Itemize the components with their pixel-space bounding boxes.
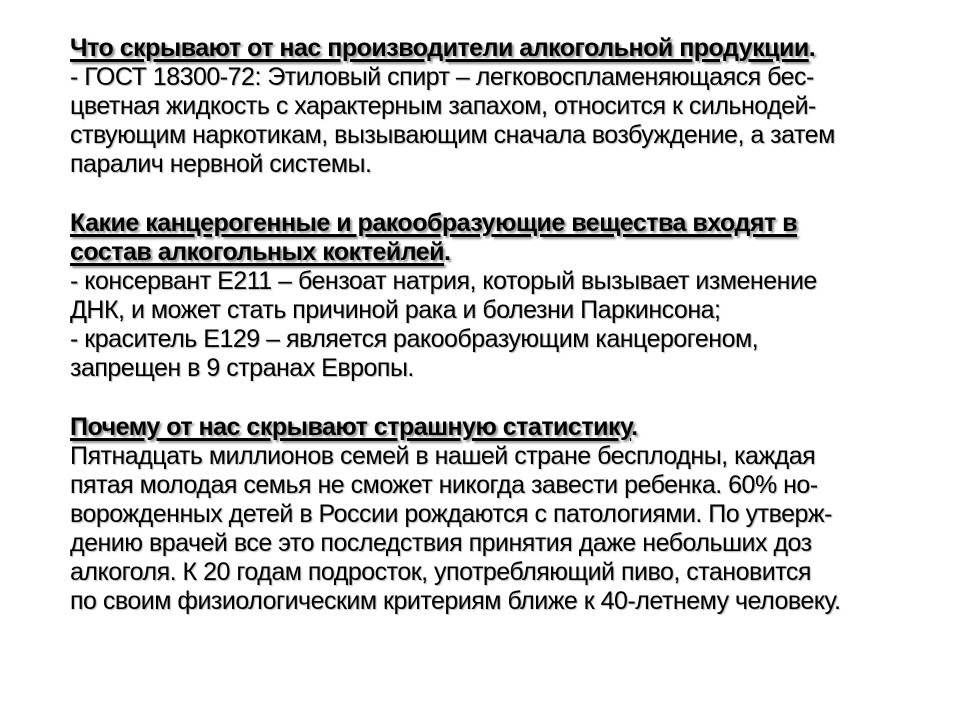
- section-heading: [70, 413, 930, 442]
- section-carcinogens: [70, 209, 930, 383]
- section-heading-continued: [70, 238, 930, 267]
- heading-period: .: [808, 34, 816, 62]
- paragraph-line: ствующим наркотикам, вызывающим сначала возбуждение, а затем: [70, 121, 835, 149]
- paragraph-line: Пятнадцать миллионов семей в нашей стране бесплодны, каждая: [70, 442, 816, 470]
- heading-text: Что скрывают от нас производители алкогольной продукции: [70, 34, 809, 62]
- paragraph-line: - краситель Е129 – является ракообразующим канцерогеном,: [70, 325, 759, 353]
- heading-period: .: [444, 238, 451, 266]
- paragraph-line: по своим физиологическим критериям ближе к 40-летнему человеку.: [70, 587, 841, 615]
- paragraph-line: - ГОСТ 18300-72: Этиловый спирт – легковоспламеняющаяся бес-: [70, 63, 814, 91]
- paragraph-line: - консервант Е211 – бензоат натрия, который вызывает изменение: [70, 267, 817, 295]
- paragraph-line: паралич нервной системы.: [70, 150, 372, 178]
- section-heading: [70, 34, 930, 63]
- paragraph-line: алкоголя. К 20 годам подросток, употребляющий пиво, становится: [70, 558, 811, 586]
- section-alcohol-producers: [70, 34, 930, 179]
- paragraph-line: пятая молодая семья не сможет никогда завести ребенка. 60% но-: [70, 471, 818, 499]
- heading-text: Почему от нас скрывают страшную статистику: [70, 413, 632, 441]
- heading-text: состав алкогольных коктейлей: [70, 238, 445, 266]
- section-heading: [70, 209, 930, 238]
- paragraph-line: запрещен в 9 странах Европы.: [70, 354, 414, 382]
- paragraph-line: цветная жидкость с характерным запахом, относится к сильнодей-: [70, 92, 816, 120]
- heading-text: Какие канцерогенные и ракообразующие вещества входят в: [70, 209, 798, 237]
- paragraph-line: дению врачей все это последствия принятия даже небольших доз: [70, 529, 812, 557]
- paragraph-line: ворожденных детей в России рождаются с патологиями. По утверж-: [70, 500, 832, 528]
- heading-period: .: [631, 413, 638, 441]
- paragraph-line: ДНК, и может стать причиной рака и болезни Паркинсона;: [70, 296, 721, 324]
- section-statistics: [70, 413, 930, 616]
